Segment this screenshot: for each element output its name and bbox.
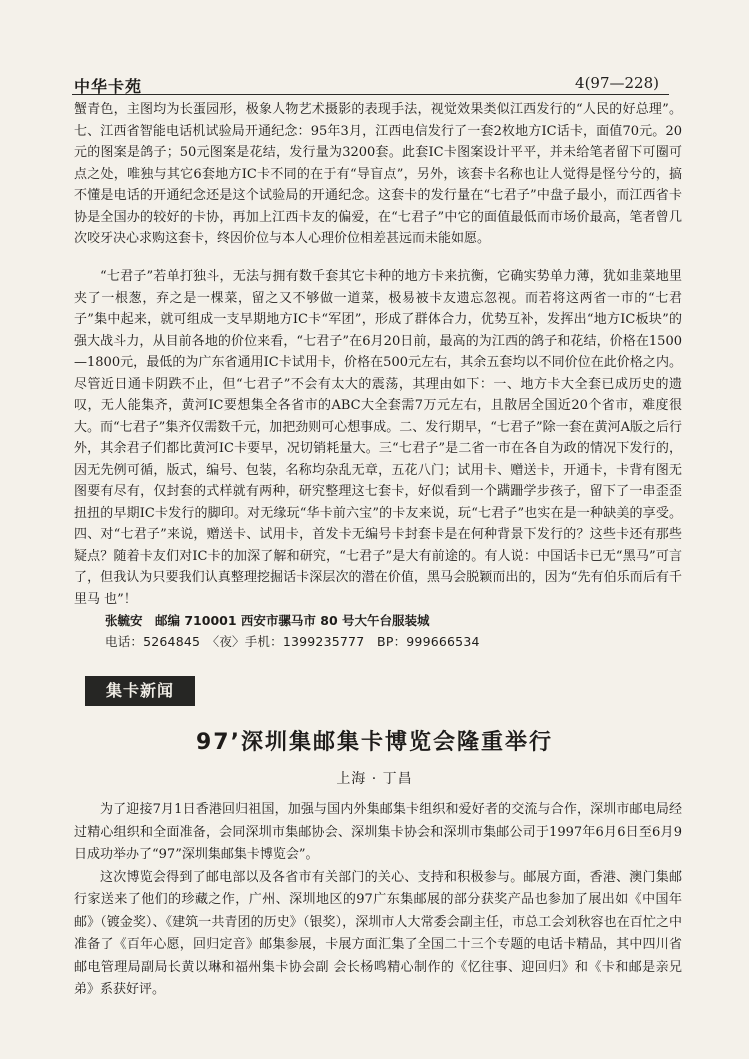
article-title: 97’深圳集邮集卡博览会隆重举行	[196, 730, 553, 755]
paragraph: “七君子”若单打独斗，无法与拥有数千套其它卡种的地方卡来抗衡，它确实势单力薄，犹如韭菜地里夹了一根葱，弃之是一棵菜，留之又不够做一道菜，极易被卡友遗忘忽视。而若将这两省一市的“七君子”集中起来，就可组成一支早期地方IC卡“军团”，形成了群体合力，优势互补，发挥出“地方IC板块”的强大战斗力，从目前各地的价位来看，“七君子”在6月20日前，最高的为江西的鸽子和花结，价格在1500—1800元，最低的为广东省通用IC卡试用卡，价格在500元左右，其余五套均以不同价位在此价格之内。尽管近日通卡阴跌不止，但“七君子”不会有太大的震荡，其理由如下：一、地方卡大全套已成历史的遗叹，无人能集齐，黄河IC要想集全各省市的ABC大全套需7万元左右，且散居全国近20个省市，难度很大。而“七君子”集齐仅需数千元，加把劲则可心想事成。二、发行期早，“七君子”除一套在黄河A版之后行外，其余君子们都比黄河IC卡要早，况切销耗量大。三“七君子”是二省一市在各自为政的情况下发行的，因无先例可循，版式，编号、包装，名称均杂乱无章，五花八门；试用卡、赠送卡，开通卡，卡背有图无图要有尽有，仅封套的式样就有两种，研究整理这七套卡，好似看到一个蹒跚学步孩子，留下了一串歪歪扭扭的早期IC卡发行的脚印。对无缘玩“华卡前六宝”的卡友来说，玩“七君子”也实在是一种缺美的享受。四、对“七君子”来说，赠送卡、试用卡，首发卡无编号卡封套卡是在何种背景下发行的？这些卡还有那些疑点？随着卡友们对IC卡的加深了解和研究，“七君子”是大有前途的。有人说：中国话卡已无“黑马”可言了，但我认为只要我们认真整理挖掘话卡深层次的潜在价值，黑马会脱颖而出的，因为“先有伯乐而后有千里马 也”！	[74, 269, 682, 607]
author-contact	[105, 610, 480, 652]
article1-paragraph-1	[74, 99, 682, 250]
paragraph: 蟹青色，主图均为长蛋园形，极象人物艺术摄影的表现手法，视觉效果类似江西发行的“人民的好总理”。七、江西省智能电话机试验局开通纪念：95年3月，江西电信发行了一套2枚地方IC话卡，面值70元。20元的图案是鸽子；50元图案是花结，发行量为3200套。此套IC卡图案设计平平，并未给笔者留下可圈可点之处，唯独与其它6套地方IC卡不同的在于有“导盲点”，另外，该套卡名称也让人觉得是怪兮兮的，搞不懂是电话的开通纪念还是这个试验局的开通纪念。这套卡的发行量在“七君子”中盘子最小，而江西省卡协是全国办的较好的卡协，再加上江西卡友的偏爱，在“七君子”中它的面值最低而市场价最高，笔者曾几次咬牙决心求购这套卡，终因价位与本人心理价位相差甚远而未能如愿。	[74, 102, 682, 246]
article1-paragraph-2	[74, 266, 682, 610]
article2-body	[74, 799, 682, 1002]
paragraph: 这次博览会得到了邮电部以及各省市有关部门的关心、支持和积极参与。邮展方面，香港、澳门集邮行家送来了他们的珍藏之作，广州、深圳地区的97广东集邮展的部分获奖产品也参加了展出如《中国年邮》（镀金奖）、《建筑一共青团的历史》（银奖），深圳市人大常委会副主任，市总工会刘秋容也在百忙之中准备了《百年心愿，回归定音》邮集参展，卡展方面汇集了全国二十三个专题的电话卡精品，其中四川省邮电管理局副局长黄以琳和福州集卡协会副 会长杨鸣精心制作的《忆往事、迎回归》和《卡和邮是亲兄弟》系获好评。	[74, 869, 682, 997]
paragraph: 为了迎接7月1日香港回归祖国，加强与国内外集邮集卡组织和爱好者的交流与合作，深圳市邮电局经过精心组织和全面准备，会同深圳市集邮协会、深圳集卡协会和深圳市集邮公司于1997年6月6日至6月9日成功举办了“97”深圳集邮集卡博览会”。	[74, 802, 682, 862]
article-byline: 上海 · 丁昌	[336, 771, 413, 787]
contact-address: 张毓安 邮编 710001 西安市骡马市 80 号大午台服装城	[105, 613, 430, 628]
magazine-name: 中华卡苑	[74, 77, 143, 96]
contact-phone: 电话：5264845 〈夜〉手机：1399235777 BP：999666534	[105, 634, 480, 649]
header-rule	[72, 94, 669, 95]
issue-number: 4(97—228)	[575, 74, 659, 92]
section-tag: 集卡新闻	[85, 676, 195, 706]
